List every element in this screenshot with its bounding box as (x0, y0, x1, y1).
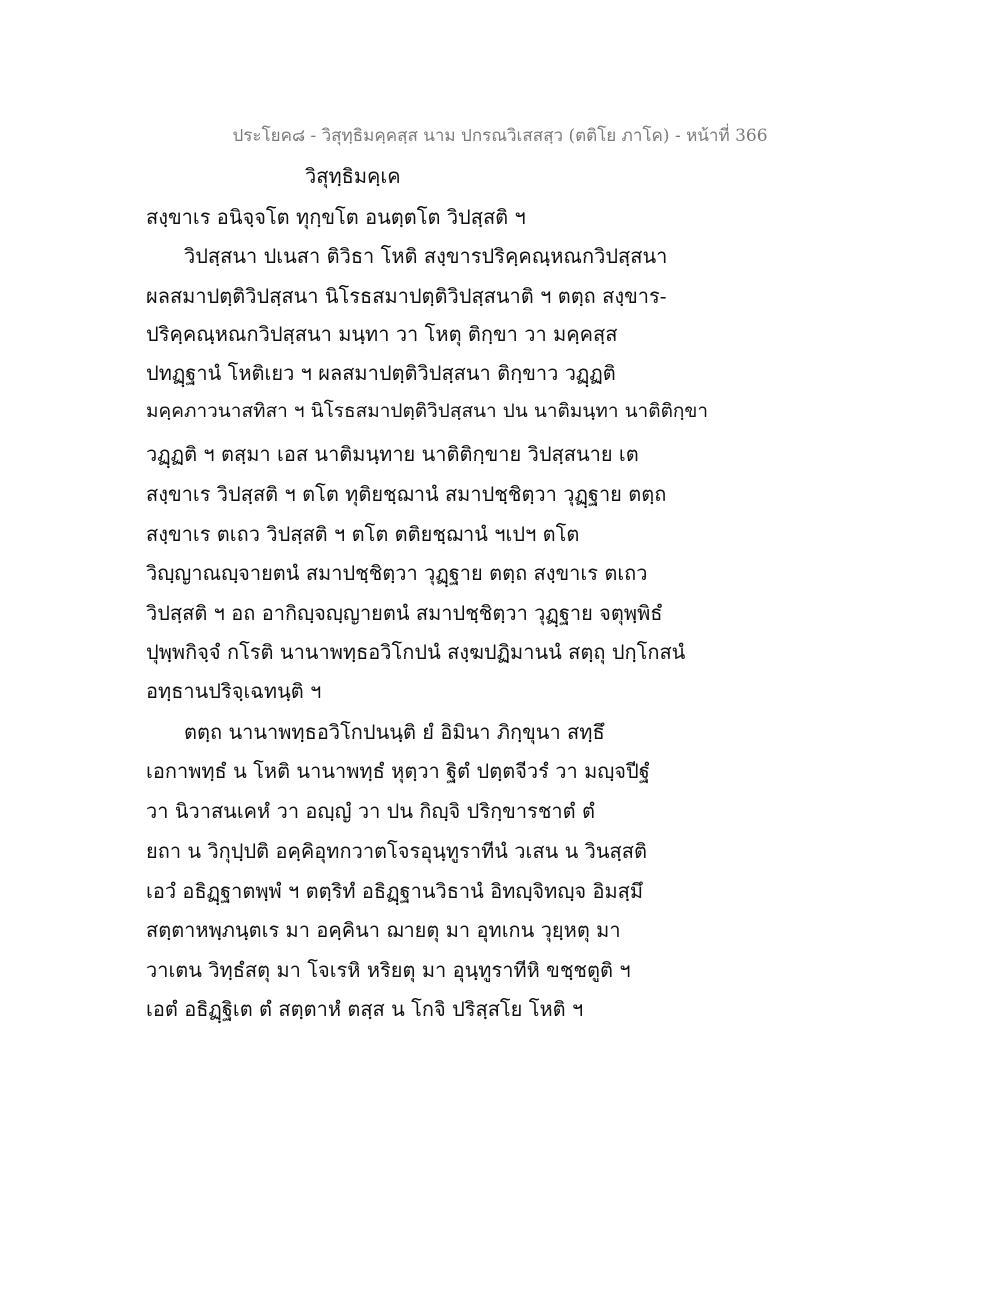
text-line: สงฺขาเร วิปสฺสติ ฯ ตโต ทุติยชฺฌานํ สมาปชฺชิตฺวา วุฏฺฐาย ตตฺถ (146, 482, 667, 506)
text-line: เอวํ อธิฏฺฐาตพฺพํ ฯ ตตฺริทํ อธิฏฺฐานวิธานํ อิทญฺจิทญฺจ อิมสฺมึ (146, 879, 644, 903)
text-line: เอกาพทฺธํ น โหติ นานาพทฺธํ หุตฺวา ฐิตํ ปตฺตจีวรํ วา มญฺจปีฐํ (146, 759, 650, 783)
section-title: วิสุทฺธิมคฺเค (305, 164, 401, 188)
text-line: วฏฺฏติ ฯ ตสฺมา เอส นาติมนฺทาย นาติติกฺขาย วิปสฺสนาย เต (146, 442, 639, 466)
text-line: วาเตน วิทฺธํสตุ มา โจเรหิ หริยตุ มา อุนฺทูราทีหิ ขชฺชตูติ ฯ (146, 958, 631, 982)
text-line: ผลสมาปตฺติวิปสฺสนา นิโรธสมาปตฺติวิปสฺสนาติ ฯ ตตฺถ สงฺขาร- (146, 284, 667, 308)
page-header: ประโยค๘ - วิสุทฺธิมคฺคสฺส นาม ปกรณวิเสสสฺว (ตติโย ภาโค) - หน้าที่ 366 (232, 126, 768, 146)
text-line: สงฺขาเร อนิจฺจโต ทุกฺขโต อนตฺตโต วิปสฺสติ ฯ (146, 205, 526, 229)
text-line: สงฺขาเร ตเถว วิปสฺสติ ฯ ตโต ตติยชฺฌานํ ฯเปฯ ตโต (146, 522, 580, 546)
text-line: วา นิวาสนเคหํ วา อญฺญํ วา ปน กิญฺจิ ปริกฺขารชาตํ ตํ (146, 799, 595, 823)
text-line: วิปสฺสนา ปเนสา ติวิธา โหติ สงฺขารปริคฺคณฺหณกวิปสฺสนา (184, 244, 668, 268)
text-line: วิญฺญาณญฺจายตนํ สมาปชฺชิตฺวา วุฏฺฐาย ตตฺถ สงฺขาเร ตเถว (146, 561, 648, 585)
text-line: ยถา น วิกุปฺปติ อคฺคิอุทกวาตโจรอุนฺทูราทีนํ วเสน น วินสฺสติ (146, 839, 647, 863)
text-line: ปทฏฺฐานํ โหติเยว ฯ ผลสมาปตฺติวิปสฺสนา ติกฺขาว วฏฺฏติ (146, 361, 616, 385)
text-line: สตฺตาหพฺภนฺตเร มา อคฺคินา ฌายตุ มา อุทเกน วุยฺหตุ มา (146, 918, 621, 942)
text-line: วิปสฺสติ ฯ อถ อากิญฺจญฺญายตนํ สมาปชฺชิตฺวา วุฏฺฐาย จตุพฺพิธํ (146, 601, 663, 625)
text-line: ปริคฺคณฺหณกวิปสฺสนา มนฺทา วา โหตุ ติกฺขา วา มคฺคสฺส (146, 322, 618, 346)
text-line: ปุพฺพกิจฺจํ กโรติ นานาพทฺธอวิโกปนํ สงฺฆปฏิมานนํ สตฺถุ ปกฺโกสนํ (146, 640, 686, 664)
text-line: ตตฺถ นานาพทฺธอวิโกปนนฺติ ยํ อิมินา ภิกฺขุนา สทฺธึ (184, 720, 605, 744)
text-line: อทฺธานปริจฺเฉทนฺติ ฯ (146, 679, 322, 703)
text-line: มคฺคภาวนาสทิสา ฯ นิโรธสมาปตฺติวิปสฺสนา ปน นาติมนฺทา นาติติกฺขา (146, 400, 709, 422)
text-line: เอตํ อธิฏฺฐิเต ตํ สตฺตาหํ ตสฺส น โกจิ ปริสฺสโย โหติ ฯ (146, 997, 584, 1021)
